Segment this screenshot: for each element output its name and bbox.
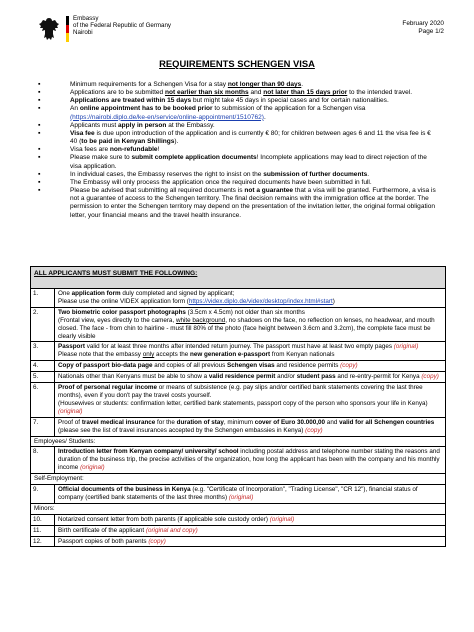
text: Please use the online VIDEX application form (: [58, 297, 189, 305]
videx-link[interactable]: https://videx.diplo.de/videx/desktop/index.html#start: [188, 297, 333, 305]
text: An: [70, 105, 80, 113]
row-content: [55, 515, 445, 525]
text: and: [248, 89, 264, 97]
bullet-icon: ▪: [38, 129, 41, 137]
text: One: [58, 290, 72, 297]
text: Nationals other than Kenyans must be able to show a: [58, 373, 209, 381]
text: duly completed and signed by applicant;: [120, 290, 235, 297]
text-strong: Introduction letter from Kenyan company/ university/ school: [58, 448, 239, 456]
row-number: 7.: [31, 418, 55, 436]
text: In individual cases, the Embassy reserves the right to insist on the: [70, 170, 264, 178]
document-type-note: (original): [269, 515, 295, 523]
text: and re-entry-permit for Kenya: [335, 373, 422, 381]
row-content: [55, 418, 445, 436]
row-number: 1.: [31, 289, 55, 307]
row-number: 12.: [31, 537, 55, 547]
row-content: [55, 308, 445, 342]
text: Passport copies of both parents: [58, 537, 149, 545]
bullet-item: [38, 105, 436, 121]
table-row: [31, 361, 445, 372]
bullet-item: [38, 179, 436, 187]
embassy-line-1: Embassy: [73, 15, 99, 22]
row-content: [55, 342, 445, 360]
row-content: [55, 526, 445, 536]
text: to the intended travel.: [347, 89, 413, 97]
row-content: [55, 361, 445, 371]
document-type-note: (copy): [340, 362, 358, 370]
bullet-icon: ▪: [38, 187, 41, 195]
text: including postal address and telephone number stating the reasons and duration of the business trip, the precise activities of the organization, how long the applicant has been with the company and his monthly income: [58, 448, 440, 472]
text-strong: non-refundable: [109, 146, 158, 154]
table-row: [31, 289, 445, 308]
text: Visa fees are: [70, 146, 110, 154]
row-content: [55, 383, 445, 417]
document-type-note: (original): [393, 343, 419, 351]
bullet-item: [38, 146, 436, 154]
table-row: [31, 485, 445, 504]
table-row: [31, 526, 445, 537]
text: Please note that the embassy: [58, 351, 143, 359]
text-strong: not a guarantee: [244, 187, 294, 195]
embassy-name: [73, 15, 171, 37]
text: .: [367, 170, 370, 178]
text: (Frontal view, eyes directly to the camera,: [58, 316, 176, 324]
bullet-icon: ▪: [38, 105, 41, 113]
text: from Kenyan nationals: [270, 351, 335, 359]
text-underline: only: [142, 351, 155, 359]
bullet-item: [38, 154, 436, 170]
text-strong: not longer than 90 days: [227, 81, 302, 88]
text: Birth certificate of the applicant: [58, 526, 146, 534]
text-strong: Applications are treated within 15 days: [70, 97, 192, 105]
federal-eagle-icon: [38, 16, 60, 44]
text-strong: Official documents of the business in Kenya: [58, 486, 191, 494]
text: , minimum: [223, 418, 255, 426]
document-type-note: (original and copy): [145, 526, 198, 534]
text-strong: Two biometric color passport photographs: [58, 308, 186, 316]
table-row: [31, 537, 445, 547]
section-employees-students: Employees/ Students:: [31, 437, 445, 448]
row-content: [55, 372, 445, 382]
text-strong: Proof of personal regular income: [58, 384, 158, 392]
row-number: 5.: [31, 372, 55, 382]
text: or means of subsistence (e.g. pay slips and/or certified bank statements covering the last three months), even if you don't pay the travel costs yourself.: [58, 384, 423, 399]
text-strong: travel medical insurance: [81, 418, 156, 426]
table-row: [31, 372, 445, 383]
bullet-item: [38, 81, 436, 89]
document-type-note: (copy): [148, 537, 166, 545]
text: and: [325, 418, 340, 426]
table-row: [31, 342, 445, 361]
text: Please make sure to: [70, 154, 132, 162]
row-number: 2.: [31, 308, 55, 342]
bullet-item: [38, 89, 436, 97]
embassy-line-3: Nairobi: [73, 29, 93, 37]
text: (Housewives or students: confirmation letter, certified bank statements, passport copy of the person who sponsors your life in Kenya): [58, 399, 428, 407]
text: !: [157, 146, 160, 154]
text: , no shadows on the face, no reflection on lenses, no headwear, and mouth closed. The face - from chin to hairline - must fill 80% of the photo (face height between 3.6cm and 3.2cm), the complete face must be clearly visible: [58, 316, 435, 340]
text: (please see the list of travel insurances accepted by the Schengen embassies in Kenya): [58, 426, 306, 434]
text-strong: apply in person: [118, 121, 167, 129]
bullet-icon: ▪: [38, 154, 41, 162]
table-header: [31, 267, 445, 289]
bullet-icon: ▪: [38, 170, 41, 178]
bullet-item: [38, 171, 436, 179]
text-underline: white background: [175, 316, 226, 324]
text: The Embassy will only process the application once the required documents have been submitted in full.: [70, 178, 372, 186]
text-strong: to be paid in Kenyan Shillings: [81, 138, 175, 146]
text-strong: submit complete application documents: [131, 154, 257, 162]
text-strong: cover of Euro 30.000,00: [254, 418, 326, 426]
document-type-note: (original): [228, 493, 254, 501]
bullet-icon: ▪: [38, 97, 41, 105]
section-minors: Minors:: [31, 504, 445, 515]
bullet-icon: ▪: [38, 146, 41, 154]
text: ).: [174, 138, 179, 146]
text-strong: new generation e-passport: [189, 351, 271, 359]
text-strong: submission of further documents: [263, 170, 368, 178]
text-strong: Copy of passport bio-data page: [58, 362, 153, 370]
text: at the Embassy.: [166, 121, 215, 129]
bullet-item: [38, 187, 436, 220]
document-type-note: (copy): [421, 373, 439, 381]
text-strong: online appointment has to be booked prior: [79, 105, 213, 113]
text-strong: not earlier than six months: [164, 89, 249, 97]
text-strong: Schengen visas: [227, 362, 275, 370]
document-type-note: (copy): [305, 426, 323, 434]
row-content: [55, 447, 445, 473]
row-content: [55, 537, 445, 547]
text: to submission of the application for a Schengen visa: [212, 105, 366, 113]
page-number: Page 1/2: [418, 28, 444, 35]
document-type-note: (original): [58, 407, 83, 415]
text: ! Incomplete applications may lead to direct rejection of the visa application.: [70, 154, 427, 170]
text-strong: duration of stay: [176, 418, 224, 426]
row-number: 4.: [31, 361, 55, 371]
flag-stripe-red: [66, 25, 69, 34]
text-strong: valid residence permit: [208, 373, 276, 381]
table-row: [31, 383, 445, 418]
text: Proof of: [58, 418, 82, 426]
flag-stripe-black: [66, 16, 69, 25]
text: that a visa will be granted. Furthermore, a visa is not a guarantee of access to the Schengen territory. The final decision remains with the immigration office at the border. The permission to enter the Schengen territory may depend on the presentation of the invitation letter, the original formal obligation letter, your financial means and the travel health insurance.: [70, 187, 436, 219]
text: accepts the: [154, 351, 190, 359]
text: and/or: [275, 373, 297, 381]
appointment-link[interactable]: (https://nairobi.diplo.de/ke-en/service/online-appointment/1510762): [70, 113, 264, 121]
requirements-table: [30, 266, 446, 547]
bullet-item: [38, 122, 436, 130]
header-meta: [402, 20, 444, 36]
text-strong: student pass: [296, 373, 336, 381]
text-strong: application form: [71, 290, 121, 297]
text: but might take 45 days in special cases and for certain nationalities.: [191, 97, 389, 105]
row-number: 8.: [31, 447, 55, 473]
text: Minimum requirements for a Schengen Visa for a stay: [70, 81, 228, 88]
embassy-line-2: of the Federal Republic of Germany: [73, 22, 172, 30]
section-self-employment: Self-Employment:: [31, 474, 445, 485]
german-flag-bar: [66, 16, 69, 42]
text: for the: [155, 418, 177, 426]
bullet-item: [38, 130, 436, 146]
text: is due upon introduction of the application and is currently € 80; for children between ages 6 and 11 the visa fee is € 40 (: [70, 129, 431, 146]
text: (3.5cm x 4.5cm) not older than six months: [185, 308, 305, 316]
text-strong: valid for all Schengen countries: [339, 418, 435, 426]
text: Applications are to be submitted: [70, 89, 165, 97]
text-strong: Passport: [58, 343, 85, 351]
bullet-icon: ▪: [38, 89, 41, 97]
text: Notarized consent letter from both parents (if applicable sole custody order): [58, 515, 270, 523]
row-number: 9.: [31, 485, 55, 503]
document-type-note: (original): [80, 464, 105, 472]
bullet-icon: ▪: [38, 121, 41, 129]
text-strong: Visa fee: [70, 129, 95, 137]
bullet-icon: ▪: [38, 178, 41, 186]
row-content: [55, 485, 445, 503]
bullet-item: [38, 97, 436, 105]
requirements-bullet-list: [38, 81, 436, 220]
text: Applicants must: [70, 121, 119, 129]
text: Please be advised that submitting all required documents is: [70, 187, 245, 195]
row-number: 6.: [31, 383, 55, 417]
text: and copies of all previous: [152, 362, 228, 370]
table-row: [31, 418, 445, 437]
document-date: February 2020: [402, 20, 444, 27]
flag-stripe-gold: [66, 33, 69, 42]
row-number: 3.: [31, 342, 55, 360]
table-header-text: ALL APPLICANTS MUST SUBMIT THE FOLLOWING:: [34, 270, 198, 277]
text: .: [263, 113, 266, 121]
bullet-icon: ▪: [38, 81, 41, 88]
text: and residence permits: [274, 362, 341, 370]
text: valid for at least three months after intended return journey. The passport must have at least two empty pages: [84, 343, 394, 351]
row-number: 10.: [31, 515, 55, 525]
text: (e.g. "Certificate of Incorporation", "Trading License", "CR 12"), financial status of company (certified bank statements of the last three months): [58, 486, 418, 501]
table-row: [31, 447, 445, 474]
table-row: [31, 308, 445, 343]
row-number: 11.: [31, 526, 55, 536]
text-strong: not later than 15 days prior: [263, 89, 348, 97]
text: ): [332, 297, 335, 305]
row-content: [55, 289, 445, 307]
text: .: [301, 81, 304, 88]
table-row: [31, 515, 445, 526]
page-title: REQUIREMENTS SCHENGEN VISA: [159, 58, 315, 69]
